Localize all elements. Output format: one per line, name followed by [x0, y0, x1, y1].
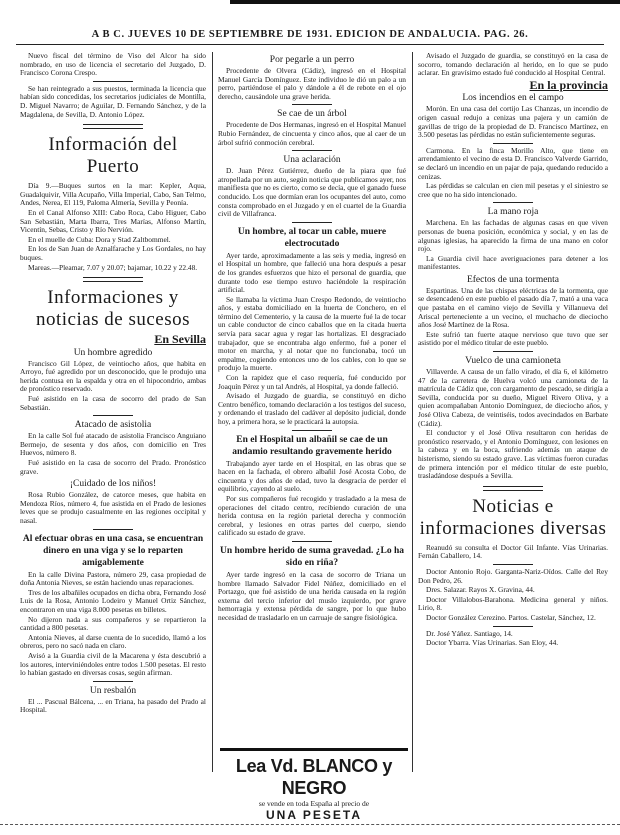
article-paragraph: Doctor Antonio Rojo. Garganta-Nariz-Oídos. Calle del Rey Don Pedro, 26.	[418, 566, 608, 585]
article-paragraph: En el muelle de Cuba: Dora y Stad Zaltbommel.	[28, 234, 171, 244]
article-paragraph: Se llamaba la víctima Juan Crespo Redondo, de veintiocho años, y estaba domiciliado en la huerta de Conchero, en el término del Cementerio, y la causa de la muerte fué la de tocar un cable conductor de cinco caballos que en la citada huerta servía para sacar agua y regar las hortalizas. El desgraciado trabajador, que se encontraba algo enfermo, fué a poner el motor en marcha, y al notar que no funcionaba, tocó un empalme, cogiendo entonces uno de los cables, con lo que se produjo la muerte.	[218, 294, 406, 373]
footer-rule	[0, 824, 620, 825]
top-border-bar	[230, 0, 620, 4]
article-subheading: Un hombre agredido	[73, 347, 153, 358]
article-paragraph: Nuevo fiscal del término de Viso del Alcor ha sido nombrado, en uso de licencia el secretario del Juzgado, D. Francisco Corona Crespo.	[20, 52, 206, 78]
article-paragraph: Con la rapidez que el caso requería, fué conducido por Joaquín Pérez y un tal Andrés, al Hospital, ya donde falleció.	[218, 373, 406, 391]
article-subheading: ¡Cuidado de los niños!	[69, 479, 157, 490]
article-paragraph: Mareas.—Pleamar, 7.07 y 20.07; bajamar, 10.22 y 22.48.	[28, 262, 198, 272]
article-paragraph: Fué asistido en la casa de socorro del Prado. Pronóstico grave.	[20, 458, 206, 476]
article-subheading: Los incendios en el campo	[462, 93, 564, 104]
ad-subline: se vende en toda España al precio de	[258, 799, 370, 808]
article-paragraph: Espartinas. Una de las chispas eléctricas de la tormenta, que se desencadenó en este pueblo el pasado día 7, mató a una vaca que pastaba en el camino viejo de Sevilla y Villanueva del Ariscal perteneciente a un vecino, el muchacho de dieciocho años José Martínez de la Rosa.	[418, 285, 608, 330]
article-paragraph: Morón. En una casa del cortijo Las Chanzas, un incendio de origen casual redujo a cenizas una pajera y un camión de gavillas de trigo de la propiedad de D. Francisco Martínez, en 3.500 pesetas las pérdidas no están suficientemente seguras.	[418, 104, 608, 140]
article-paragraph: El conductor y el José Oliva resultaron con heridas de pronóstico reservado, y el Antonio Domínguez, con lesiones en la cabeza y en la boca, sufriendo además un ataque de histerismo, siendo su estado grave. Las víctimas fueron curadas de primera intención por el médico titular de este pueblo, trasladándose después a Sevilla.	[418, 428, 608, 481]
article-paragraph: El ... Pascual Bálcena, ... en Triana, ha pasado del Prado al Hospital.	[20, 696, 206, 715]
article-paragraph: En el Canal Alfonso XIII: Cabo Roca, Cabo Higuer, Cabo San Sebastián, Marta Ibarra, Tres Marías, Alfonso Martín, Vicentín, Sebas, Cristo y Río Nervión.	[20, 207, 206, 235]
article-headline: Un hombre, al tocar un cable, muere electrocutado	[237, 226, 387, 249]
section-title: Noticias e informaciones diversas	[419, 495, 607, 539]
article-paragraph: No dijeron nada a sus compañeros y se repartieron la cantidad a 800 pesetas.	[20, 614, 206, 633]
page-masthead: A B C. JUEVES 10 DE SEPTIEMBRE DE 1931. EDICION DE ANDALUCIA. PAG. 26.	[91, 29, 529, 40]
article-subheading: Atacado de asistolia	[74, 420, 152, 431]
ornament-divider	[83, 124, 143, 129]
article-paragraph: Procedente de Olvera (Cádiz), ingresó en el Hospital Manuel García Domínguez. Este individuo le dió un palo a un perro, partiéndose el palo y dándole a él de rebote en el ojo derecho, causándole una grave herida.	[218, 66, 406, 101]
column-middle	[218, 52, 406, 812]
separator-rule	[292, 541, 332, 542]
article-headline: Al efectuar obras en una casa, se encuentran dinero en una viga y se lo reparten amigablemente	[22, 533, 204, 568]
separator-rule	[493, 202, 533, 203]
separator-rule	[93, 529, 133, 530]
blanco-y-negro-advertisement	[220, 748, 408, 822]
article-paragraph: Doctor Villalobos-Barahona. Medicina general y niños. Lirio, 8.	[418, 594, 608, 613]
article-paragraph: Ayer tarde ingresó en la casa de socorro de Triana un hombre llamado Salvador Fidel Núñez, domiciliado en el Portazgo, que fué asistido de una herida causada en la región externa del tercio inferior del muslo izquierdo, por grave hemorragia y extensa pérdida de sangre, por lo que hubo necesidad de trasladarlo en un carruaje de sangre fisiológica.	[218, 569, 406, 622]
article-paragraph: Rosa Rubio González, de catorce meses, que habita en Mendoza Ríos, número 4, fue asistida en el Prado de lesiones leves que se produjo casualmente en las regiones occipital y nasal.	[20, 490, 206, 525]
article-paragraph: Marchena. En las fachadas de algunas casas en que viven personas de buena posición, económica y social, y en las de algunas iglesias, ha aparecido la firma de una mano en color rojo.	[418, 218, 608, 254]
separator-rule	[292, 150, 332, 151]
separator-rule	[493, 143, 533, 144]
separator-rule	[292, 222, 332, 223]
section-label: En Sevilla	[154, 332, 206, 347]
article-paragraph: Avisado el Juzgado de guardia, se constituyó en dicho Centro benéfico, tomando declaración a los testigos del suceso, y ordenando el traslado del cadáver al depósito judicial, donde hoy, a primera hora, se le practicará la autopsia.	[218, 391, 406, 426]
article-paragraph: Procedente de Dos Hermanas, ingresó en el Hospital Manuel Rubio Fernández, de cincuenta y cinco años, que al caer de un árbol sufrió conmoción cerebral.	[218, 120, 406, 147]
article-paragraph: Reanudó su consulta el Doctor Gil Infante. Vías Urinarias. Fernán Caballero, 14.	[418, 542, 608, 561]
article-paragraph: Ayer tarde, aproximadamente a las seis y media, ingresó en el Hospital un hombre, que falleció una hora después a pesar de los grandes esfuerzos que hizo el personal de guardia, que durante todo ese tiempo estuvo haciéndole la respiración artificial.	[218, 250, 406, 295]
article-paragraph: Día 9.—Buques surtos en la mar: Kepler, Aqua, Guadalquivir, Villa Acupaño, Villa Imperial, Cabo, San Telmo, Andes, Nerea, El 119, Paloma Almería, Sevilla y Peonía.	[20, 181, 206, 208]
article-paragraph: Villaverde. A causa de un fallo virado, el día 6, el kilómetro 47 de la carretera de Huelva volcó una camioneta de la matrícula de Cádiz que, con cargamento de pescado, se dirigía a Sevilla, conducida por su dueño, Miguel Rivero Oliva, y a quien acompañaban Antonio Domínguez, de dieciocho años, y José Oliva Cabeza, de veintiséis, todos avecindados en Barbate (Cádiz).	[418, 367, 608, 428]
article-paragraph: D. Juan Pérez Gutiérrez, dueño de la piara que fué atropellada por un auto, según noticia que publicamos ayer, nos manifiesta que no es cierto, como se decía, que el ganado fuese conducido. Los que dormían eran los ocupantes del auto, como consta comprobado en el Juzgado y en el cuartel de la Guardia civil de Villafranca.	[218, 166, 406, 219]
section-title: Información del Puerto	[48, 134, 178, 178]
section-label: En la provincia	[529, 77, 608, 92]
column-divider	[212, 52, 213, 772]
article-paragraph: Dres. Salazar. Rayos X. Gravina, 44.	[426, 585, 535, 595]
ornament-divider	[83, 277, 143, 282]
section-title: Informaciones y noticias de sucesos	[35, 287, 191, 331]
ad-headline: Lea Vd. BLANCO y NEGRO	[235, 756, 393, 798]
separator-rule	[292, 104, 332, 105]
article-paragraph: Trabajando ayer tarde en el Hospital, en las obras que se hacen en la fachada, el obrero albañil José Acosta Cobo, de cincuenta y dos años de edad, tuvo la desgracia de perder el equilibrio, cayendo al suelo.	[218, 458, 406, 494]
article-paragraph: En la calle Divina Pastora, número 29, casa propiedad de doña Antonia Nieves, se están haciendo unas reparaciones.	[20, 569, 206, 588]
article-paragraph: Doctor González Cerezino. Partos. Castelar, Sánchez, 12.	[426, 612, 596, 622]
article-subheading: La mano roja	[487, 207, 539, 218]
article-subheading: Una aclaración	[283, 155, 341, 166]
article-paragraph: Se han reintegrado a sus puestos, terminada la licencia que habían sido concedidas, los secretarios judiciales de Montilla, D. Miguel Navarro; de Aguilar, D. Fernando Sánchez, y de la Magdalena, de Sevilla, D. Antonio López.	[20, 83, 206, 119]
ad-price: UNA PESETA	[265, 808, 362, 822]
separator-rule	[93, 81, 133, 82]
separator-rule	[493, 626, 533, 627]
article-subheading: Vuelco de una camioneta	[465, 356, 561, 367]
article-paragraph: En los de San Juan de Aznalfarache y Los Gordales, no hay buques.	[20, 244, 206, 262]
separator-rule	[493, 351, 533, 352]
separator-rule	[292, 430, 332, 431]
article-subheading: Por pegarle a un perro	[269, 55, 355, 65]
separator-rule	[493, 564, 533, 565]
article-subheading: Un resbalón	[89, 685, 137, 696]
header-divider	[16, 44, 604, 45]
article-paragraph: Antonia Nieves, al darse cuenta de lo sucedido, llamó a los obreros, pero no sacó nada en claro.	[20, 632, 206, 651]
separator-rule	[93, 415, 133, 416]
column-right	[418, 52, 608, 812]
article-paragraph: Carmona. En la finca Morillo Alto, que tiene en arrendamiento el vecino de esta D. Francisco Valverde Garrido, se declaró un incendio en un pajar de paja, quedando reducido a cenizas.	[418, 145, 608, 181]
article-paragraph: En la calle Sol fué atacado de asistolia Francisco Anguiano Bermejo, de sesenta y dos años, con domicilio en Tres Huevos, número 8.	[20, 431, 206, 458]
ornament-divider	[483, 486, 543, 491]
article-paragraph: Avisado el Juzgado de guardia, se constituyó en la casa de socorro, tomando declaración al herido, en lo que se pudo aclarar. En gravísimo estado fué conducido al Hospital Central.	[418, 52, 608, 78]
article-paragraph: Dr. José Yáñez. Santiago, 14.	[426, 628, 513, 638]
article-paragraph: Fué asistido en la casa de socorro del prado de San Sebastián.	[20, 394, 206, 412]
article-paragraph: Francisco Gil López, de veintiocho años, que habita en Arroyo, fué agredido por un desconocido, que le produjo una herida contusa en la espalda y otra en el hipocondrio, ambas de pronóstico reservado.	[20, 358, 206, 394]
article-subheading: Se cae de un árbol	[277, 109, 347, 120]
article-paragraph: Este sufrió tan fuerte ataque nervioso que tuvo que ser asistido por el médico titular de este pueblo.	[418, 329, 608, 348]
column-left	[20, 52, 206, 812]
article-paragraph: Las pérdidas se calculan en cien mil pesetas y el siniestro se cree que no ha sido intencionado.	[418, 181, 608, 199]
article-headline: En el Hospital un albañil se cae de un andamio resultando gravemente herido	[232, 434, 392, 457]
separator-rule	[93, 681, 133, 682]
article-paragraph: La Guardia civil hace averiguaciones para detener a los manifestantes.	[418, 253, 608, 272]
article-paragraph: Doctor Ybarra. Vías Urinarias. San Eloy, 44.	[426, 638, 559, 648]
article-subheading: Efectos de una tormenta	[466, 274, 560, 285]
article-paragraph: Avisó a la Guardia civil de la Macarena y ésta descubrió a los autores, interviniéndoles entre todos 1.500 pesetas. El resto lo habían gastado en diversas cosas, según afirman.	[20, 650, 206, 678]
article-paragraph: Tres de los albañiles ocupados en dicha obra, Fernando José Luis de la Rosa, Antonio Lodeiro y Manuel Ortiz Sánchez, encontraron en una viga 8.000 pesetas en billetes.	[20, 587, 206, 614]
article-headline: Un hombre herido de suma gravedad. ¿Lo ha sido en riña?	[219, 545, 405, 568]
column-divider	[412, 52, 413, 772]
article-paragraph: Por sus compañeros fué recogido y trasladado a la mesa de operaciones del citado centro, recibiendo curación de una herida contusa en la región parietal derecha y conmoción cerebral, y lesiones en otras partes del cuerpo, siendo calificado su estado de grave.	[218, 493, 406, 538]
